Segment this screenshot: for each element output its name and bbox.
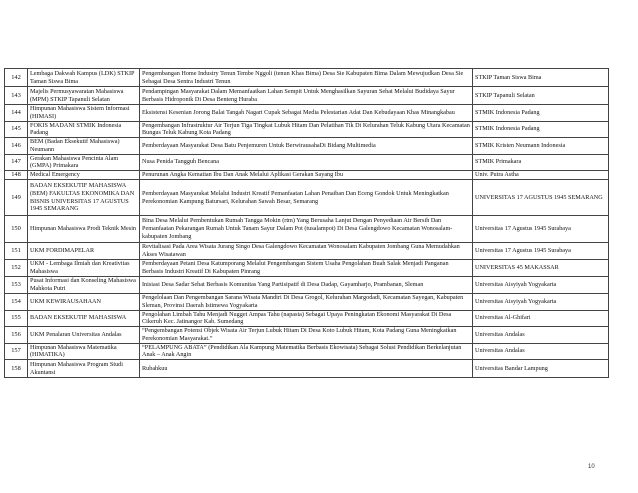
table-row	[5, 360, 609, 378]
activity-cell: Pemberdayaan Masyarakat Melalui Industri Kreatif Pemanfaatan Lahan Penaiban Dan Eceng Gondok Untuk Meningkatkan Perekonomian Kampung Batursari, Kelurahan Sawah Besar, Semarang	[140, 180, 473, 216]
table-row	[5, 343, 609, 360]
organization-cell: FOKIS MADANI STMIK Indonesia Padang	[28, 121, 140, 138]
activity-cell: Pengembangan Infrastruktur Air Terjun Tiga Tingkat Lubuk Hitam Dan Pelatihan Tik Di Kelurahan Teluk Kabung Utara Kecamatan Bungus Teluk Kabung Kota Padang	[140, 121, 473, 138]
organization-cell: BADAN EKSEKUTIF MAHASISWA (BEM) FAKULTAS EKONOMIKA DAN BISNIS UNIVERSITAS 17 AGUSTUS 1945 SEMARANG	[28, 180, 140, 216]
activity-cell: Inisiasi Desa Sadar Sehat Berbasis Komunitas Yang Partisipatif di Desa Dadap, Gayamharjo, Prambanan, Sleman	[140, 277, 473, 294]
row-number-cell: 153	[5, 277, 28, 294]
university-cell: Universitas Aisyiyah Yogyakarta	[473, 293, 609, 310]
university-cell: Universitas Al-Ghifari	[473, 310, 609, 327]
table-row	[5, 87, 609, 105]
organization-cell: Himpunan Mahasiswa Prodi Teknik Mesin	[28, 216, 140, 243]
row-number-cell: 145	[5, 121, 28, 138]
activity-cell: Pemberdayaan Masyarakat Desa Batu Penjemuren Untuk BerwirausahaDi Bidang Multimedia	[140, 138, 473, 155]
organization-cell: Himpunan Mahasiswa Sistem Informasi (HIMASI)	[28, 105, 140, 122]
activity-cell: Rubahkuu	[140, 360, 473, 378]
row-number-cell: 152	[5, 260, 28, 277]
table-row	[5, 171, 609, 180]
organization-cell: Himpunan Mahasiswa Program Studi Akuntansi	[28, 360, 140, 378]
row-number-cell: 155	[5, 310, 28, 327]
table-row	[5, 154, 609, 171]
university-cell: Universitas Bandar Lampung	[473, 360, 609, 378]
row-number-cell: 144	[5, 105, 28, 122]
row-number-cell: 148	[5, 171, 28, 180]
university-cell: Universitas 17 Agustus 1945 Surabaya	[473, 243, 609, 260]
organization-cell: UKM KEWIRAUSAHAAN	[28, 293, 140, 310]
activity-cell: “Pengembangan Potensi Objek Wisata Air Terjun Lubuk Hitam Di Desa Koto Lubuk Hitam, Kota Padang Guna Meningkatkan Perekonomian Masyarakat.”	[140, 327, 473, 344]
table-row	[5, 243, 609, 260]
activity-cell: Eksistensi Kesenian Jorong Balai Tangah Nagari Cupak Sebagai Media Pelestarian Adat Dan Kebudayaan Khas Minangkabau	[140, 105, 473, 122]
organization-cell: UKM FORDIMAPELAR	[28, 243, 140, 260]
university-cell: STMIK Kristen Neumann Indonesia	[473, 138, 609, 155]
row-number-cell: 150	[5, 216, 28, 243]
university-cell: STMIK Indonesia Padang	[473, 121, 609, 138]
activity-cell: Bina Desa Melalui Pembentukan Rumah Tangga Mokin (rtm) Yang Berusaha Lanjut Dengan Penyediaan Air Bersih Dan Pemanfaatan Pekarangan Rumah Untuk Tanam Sayur Dalam Pot (tusalampot) Di Desa Galengdowo Kecamatan Wonosalam-kabupaten Jombang	[140, 216, 473, 243]
table-row	[5, 138, 609, 155]
activity-cell: Revitalisasi Pada Area Wisata Jurang Singo Desa Galengdowo Kecamatan Wonosalam Kabupaten Jombang Guna Memudahkan Akses Wisatawan	[140, 243, 473, 260]
university-cell: STMIK Indonesia Padang	[473, 105, 609, 122]
organization-cell: UKM Penalaran Universitas Andalas	[28, 327, 140, 344]
university-cell: Universitas 17 Agustus 1945 Surabaya	[473, 216, 609, 243]
university-cell: Univ. Putra Astha	[473, 171, 609, 180]
row-number-cell: 149	[5, 180, 28, 216]
organization-cell: Majelis Permusyawaratan Mahasiswa (MPM) STKIP Tapanuli Selatan	[28, 87, 140, 105]
row-number-cell: 143	[5, 87, 28, 105]
table-row	[5, 260, 609, 277]
table-row	[5, 293, 609, 310]
activity-cell: Pemberdayaan Petani Desa Katumporang Melalui Pengembangan Sistem Usaha Pengolahan Buah Salak Menjadi Panganan Berbasis Industri Kreatif Di Kabupaten Pinrang	[140, 260, 473, 277]
row-number-cell: 158	[5, 360, 28, 378]
university-cell: STMIK Primakara	[473, 154, 609, 171]
organization-cell: UKM - Lembaga Ilmiah dan Kreativitas Mahasiswa	[28, 260, 140, 277]
table-row	[5, 180, 609, 216]
university-cell: STKIP Taman Siswa Bima	[473, 69, 609, 87]
table-row	[5, 121, 609, 138]
university-cell: Universitas Andalas	[473, 327, 609, 344]
organization-cell: Gerakan Mahasiswa Pencinta Alam (GMPA) Primakara	[28, 154, 140, 171]
organization-cell: Medical Emergency	[28, 171, 140, 180]
table-row	[5, 69, 609, 87]
table-row	[5, 327, 609, 344]
organization-cell: BADAN EKSEKUTIF MAHASISWA	[28, 310, 140, 327]
university-cell: Universitas Andalas	[473, 343, 609, 360]
university-cell: UNIVERSITAS 45 MAKASSAR	[473, 260, 609, 277]
row-number-cell: 146	[5, 138, 28, 155]
table-row	[5, 310, 609, 327]
row-number-cell: 157	[5, 343, 28, 360]
activity-cell: Nusa Penida Tangguh Bencana	[140, 154, 473, 171]
row-number-cell: 147	[5, 154, 28, 171]
table-row	[5, 105, 609, 122]
activity-cell: Pengembangan Home Industry Tenun Tembe Nggoli (tenun Khas Bima) Desa Sie Kabupaten Bima Dalam Mewujudkan Desa Sie Sebagai Desa Sentra Industri Tenun	[140, 69, 473, 87]
university-cell: STKIP Tapanuli Selatan	[473, 87, 609, 105]
organization-cell: Pusat Informasi dan Konseling Mahasiswa Mahkota Putri	[28, 277, 140, 294]
table-body	[5, 69, 609, 378]
page-number: 10	[588, 464, 595, 470]
organization-cell: Lembaga Dakwah Kampus (LDK) STKIP Taman Siswa Bima	[28, 69, 140, 87]
row-number-cell: 156	[5, 327, 28, 344]
activity-cell: Penurunan Angka Kematian Ibu Dan Anak Melalui Aplikasi Gerakan Sayang Ibu	[140, 171, 473, 180]
organization-table	[4, 68, 609, 378]
activity-cell: Pengelolaan Dan Pengembangan Sarana Wisata Mandiri Di Desa Grogol, Kelurahan Margodadi, Kecamatan Sayegan, Kabupaten Sleman, Provinsi Daerah Istimewa Yogyakarta	[140, 293, 473, 310]
activity-cell: Pengolahan Limbah Tahu Menjadi Nugget Ampas Tahu (napasta) Sebagai Upaya Peningkatan Ekonomi Masyarakat Di Desa Cikeruh Kec. Jatinangor Kab. Sumedang	[140, 310, 473, 327]
activity-cell: “PELAMPUNG ABATA” (Pendidikan Ala Kampung Matematika Berbasis Ekowisata) Sebagai Solusi Pendidikan Berkelanjutan Anak – Anak Angin	[140, 343, 473, 360]
row-number-cell: 151	[5, 243, 28, 260]
table-row	[5, 277, 609, 294]
organization-cell: Himpunan Mahasiswa Matematika (HIMATIKA)	[28, 343, 140, 360]
university-cell: Universitas Aisyiyah Yogyakarta	[473, 277, 609, 294]
row-number-cell: 142	[5, 69, 28, 87]
table-row	[5, 216, 609, 243]
activity-cell: Pendampingan Masyarakat Dalam Memanfaatkan Lahan Sempit Untuk Menghasilkan Sayuran Sehat Melalui Budidaya Sayur Berbasis Hidroponik Di Desa Benteng Huraba	[140, 87, 473, 105]
university-cell: UNIVERSITAS 17 AGUSTUS 1945 SEMARANG	[473, 180, 609, 216]
row-number-cell: 154	[5, 293, 28, 310]
organization-cell: BEM (Badan Eksekutif Mahasiswa) Neumann	[28, 138, 140, 155]
